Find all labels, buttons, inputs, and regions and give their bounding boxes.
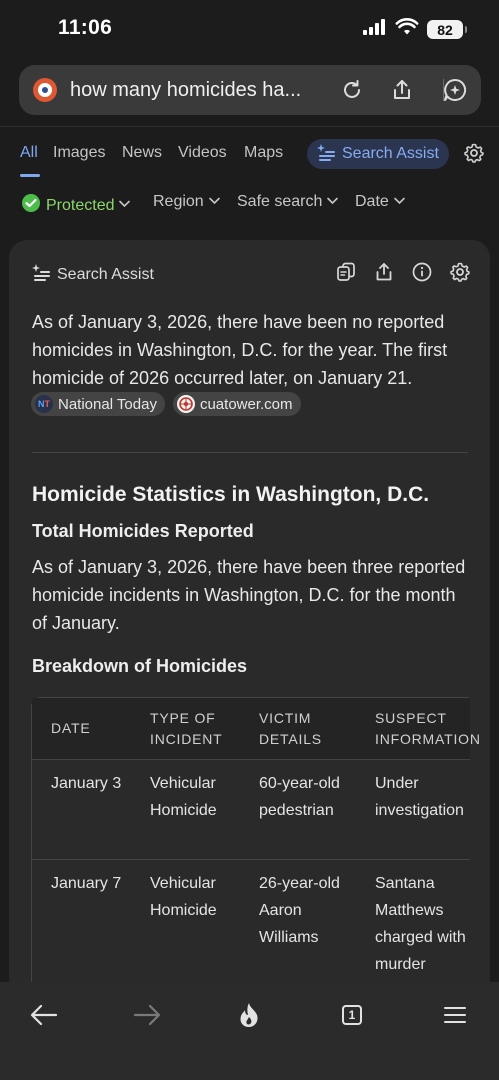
protected-label: Protected	[46, 196, 115, 214]
tab-maps[interactable]: Maps	[244, 144, 284, 161]
settings-gear-icon[interactable]	[450, 262, 470, 282]
sparkle-list-icon	[316, 143, 336, 166]
tab-all[interactable]: All	[20, 144, 38, 161]
table-cell: Vehicular Homicide	[150, 775, 217, 819]
search-assist-tab-label: Search Assist	[342, 145, 439, 162]
search-tabs	[0, 127, 499, 179]
chevron-down-icon	[394, 197, 405, 208]
table-cell: Santana Matthews charged with murder	[375, 875, 466, 973]
source-label: National Today	[58, 395, 157, 413]
column-header: TYPE OF INCIDENT	[150, 710, 223, 747]
search-assist-tools	[336, 262, 470, 282]
assist-paragraph: As of January 3, 2026, there have been three reported homicide incidents in Washington, D.C. for the month of January.	[32, 557, 466, 633]
address-text[interactable]: how many homicides ha...	[70, 79, 302, 101]
homicide-table[interactable]	[31, 697, 481, 1007]
settings-gear-icon[interactable]	[464, 143, 484, 168]
cuatower-logo-icon	[177, 395, 195, 413]
table-cell: 60-year-old pedestrian	[259, 775, 340, 819]
battery-indicator: 82	[427, 20, 463, 39]
search-assist-heading: Search Assist	[57, 265, 154, 283]
forward-arrow-icon[interactable]	[132, 1000, 162, 1030]
date-filter[interactable]	[355, 193, 405, 211]
safe-search-filter[interactable]	[237, 193, 338, 211]
subsection-title: Breakdown of Homicides	[32, 656, 248, 676]
tab-search-assist[interactable]	[307, 139, 449, 169]
status-bar	[0, 0, 499, 58]
table-cell: January 7	[51, 875, 122, 892]
national-today-logo-icon: N T	[35, 395, 53, 413]
table-cell: Under investigation	[375, 775, 464, 819]
address-bar[interactable]	[19, 65, 481, 115]
section-divider	[32, 452, 468, 453]
column-header: DATE	[51, 720, 91, 736]
tab-switcher-button[interactable]	[337, 1000, 367, 1030]
check-circle-icon	[21, 193, 41, 218]
share-icon[interactable]	[389, 77, 415, 103]
subsection-title: Total Homicides Reported	[32, 521, 254, 541]
table-row	[32, 760, 470, 860]
duckduckgo-logo-icon	[33, 78, 57, 102]
wifi-icon	[396, 19, 418, 40]
status-time: 11:06	[58, 16, 113, 39]
menu-icon[interactable]	[440, 1000, 470, 1030]
chevron-down-icon	[327, 197, 338, 208]
table-cell: 26-year-old Aaron Williams	[259, 875, 340, 946]
source-chip-cuatower[interactable]	[173, 392, 301, 416]
share-icon[interactable]	[374, 262, 394, 282]
region-label: Region	[153, 193, 204, 210]
source-label: cuatower.com	[199, 395, 293, 413]
back-arrow-icon[interactable]	[29, 1000, 59, 1030]
tab-images[interactable]: Images	[53, 144, 106, 161]
date-label: Date	[355, 193, 389, 210]
column-header-text: SUSPECT INFORMATION	[375, 710, 481, 747]
source-chip-national-today[interactable]	[31, 392, 165, 416]
tab-news[interactable]: News	[122, 144, 163, 161]
chevron-down-icon	[209, 197, 220, 208]
status-icons	[363, 19, 463, 40]
table-cell: Vehicular Homicide	[150, 875, 217, 919]
safe-search-label: Safe search	[237, 193, 323, 210]
source-chips	[31, 392, 301, 416]
bottom-toolbar	[0, 982, 499, 1080]
info-icon[interactable]	[412, 262, 432, 282]
column-header: VICTIM DETAILS	[259, 710, 322, 747]
fire-button-icon[interactable]	[234, 1000, 264, 1030]
reload-icon[interactable]	[339, 77, 365, 103]
table-header-row	[32, 698, 481, 760]
chevron-down-icon	[119, 200, 130, 211]
region-filter[interactable]	[153, 193, 220, 211]
ai-chat-icon[interactable]	[442, 77, 468, 103]
copy-icon[interactable]	[336, 262, 356, 282]
search-assist-card	[9, 240, 490, 1000]
section-title: Homicide Statistics in Washington, D.C.	[32, 483, 430, 506]
tab-videos[interactable]: Videos	[178, 144, 227, 161]
column-header	[375, 708, 495, 750]
cellular-signal-icon	[363, 19, 387, 40]
table-cell: January 3	[51, 775, 122, 792]
tab-count: 1	[342, 1005, 362, 1025]
assist-summary: As of January 3, 2026, there have been no reported homicides in Washington, D.C. for the year. The first homicide of 2026 occurred later, on January 21.	[32, 312, 448, 388]
protected-filter[interactable]	[21, 193, 130, 218]
sparkle-list-icon	[31, 263, 51, 286]
active-tab-indicator	[20, 174, 40, 177]
search-filters	[0, 180, 499, 224]
search-assist-header	[31, 263, 154, 286]
